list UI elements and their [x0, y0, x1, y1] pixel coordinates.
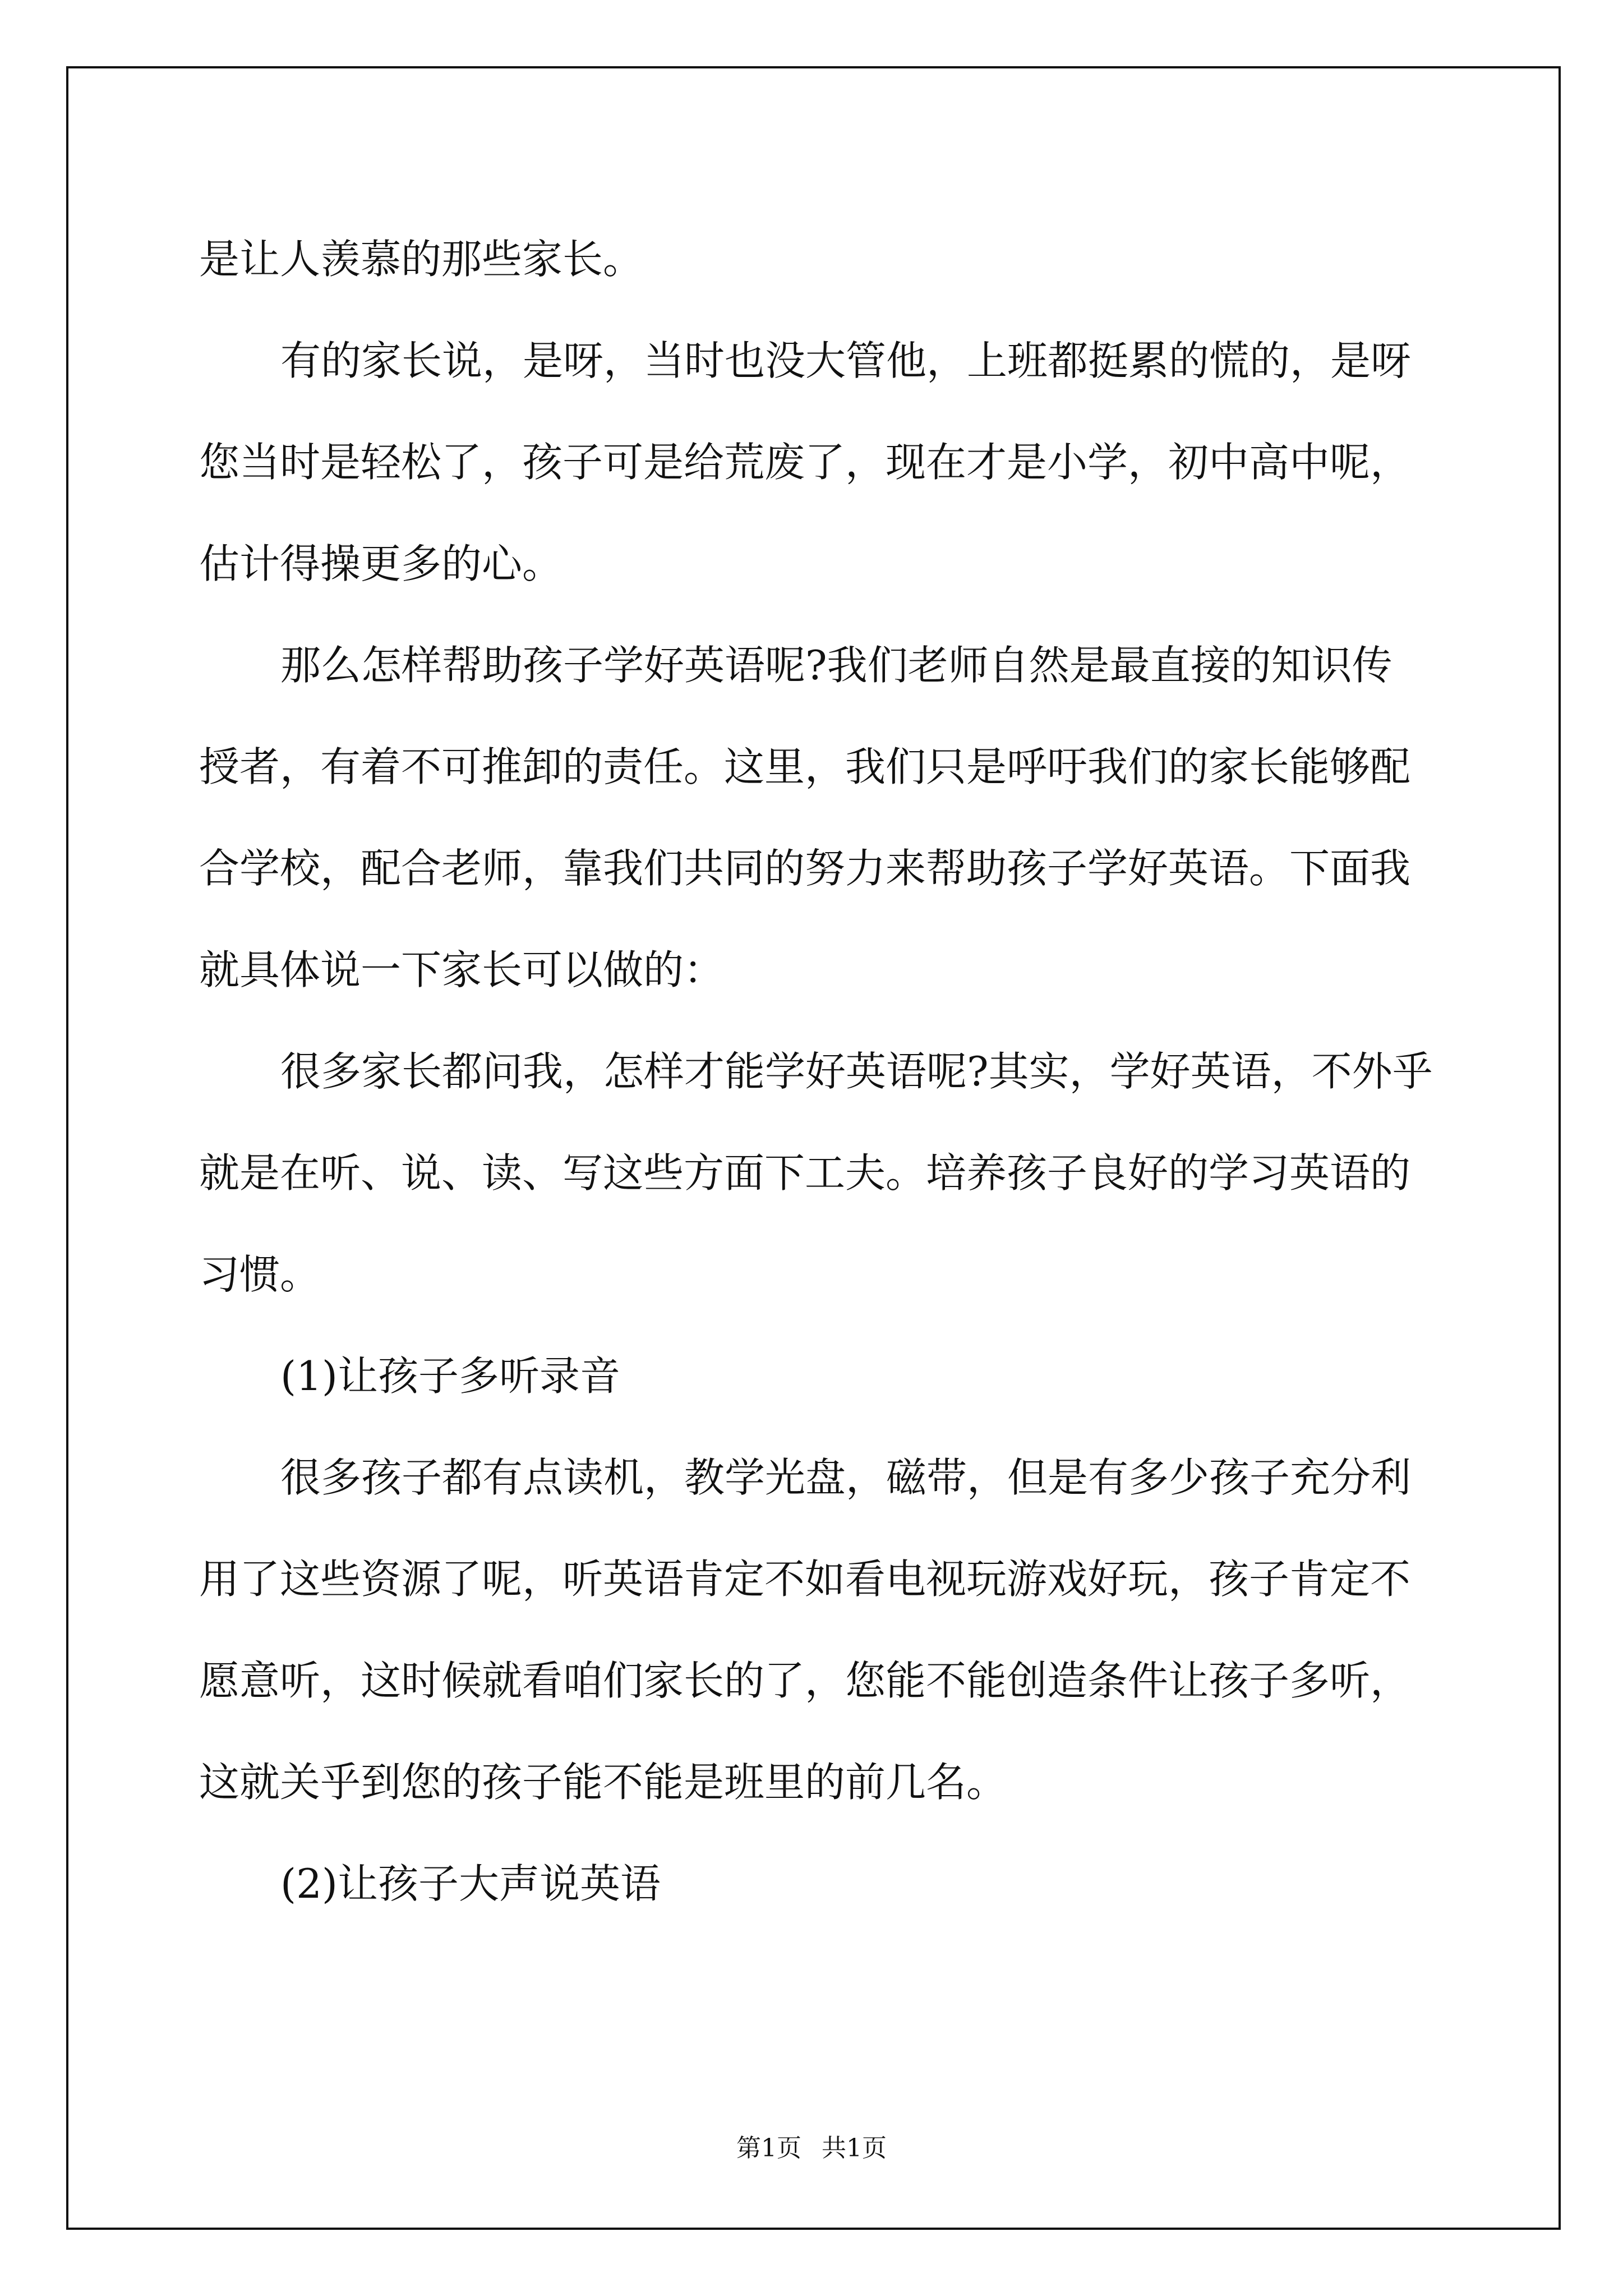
- text-line: 用了这些资源了呢，听英语肯定不如看电视玩游戏好玩，孩子肯定不: [199, 1556, 1411, 1603]
- text-line: 有的家长说，是呀，当时也没大管他，上班都挺累的慌的，是呀: [280, 337, 1412, 384]
- text-line: 这就关乎到您的孩子能不能是班里的前几名。: [199, 1759, 1007, 1806]
- text-line: 就是在听、说、读、写这些方面下工夫。培养孩子良好的学习英语的: [199, 1149, 1411, 1197]
- text-line: 习惯。: [199, 1251, 321, 1298]
- section-heading: (2)让孩子大声说英语: [280, 1860, 661, 1907]
- text-line: 授者，有着不可推卸的责任。这里，我们只是呼吁我们的家长能够配: [199, 743, 1411, 790]
- text-line: 很多孩子都有点读机，教学光盘，磁带，但是有多少孩子充分利: [280, 1454, 1412, 1501]
- page-number-current: 第1页: [736, 2134, 801, 2162]
- document-body: [199, 209, 1444, 1935]
- text-line: 那么怎样帮助孩子学好英语呢?我们老师自然是最直接的知识传: [280, 642, 1393, 689]
- text-line: 合学校，配合老师，靠我们共同的努力来帮助孩子学好英语。下面我: [199, 845, 1411, 892]
- text-line: 您当时是轻松了，孩子可是给荒废了，现在才是小学，初中高中呢，: [199, 439, 1411, 486]
- text-line: 很多家长都问我，怎样才能学好英语呢?其实，学好英语，不外乎: [280, 1048, 1433, 1095]
- text-line: 愿意听，这时候就看咱们家长的了，您能不能创造条件让孩子多听，: [199, 1657, 1411, 1704]
- text-line: 估计得操更多的心。: [199, 540, 563, 587]
- text-line: 是让人羡慕的那些家长。: [199, 236, 644, 283]
- page-footer: [0, 2132, 1623, 2165]
- section-heading: (1)让孩子多听录音: [280, 1352, 620, 1400]
- text-line: 就具体说一下家长可以做的：: [199, 946, 725, 993]
- page-number-total: 共1页: [822, 2134, 887, 2162]
